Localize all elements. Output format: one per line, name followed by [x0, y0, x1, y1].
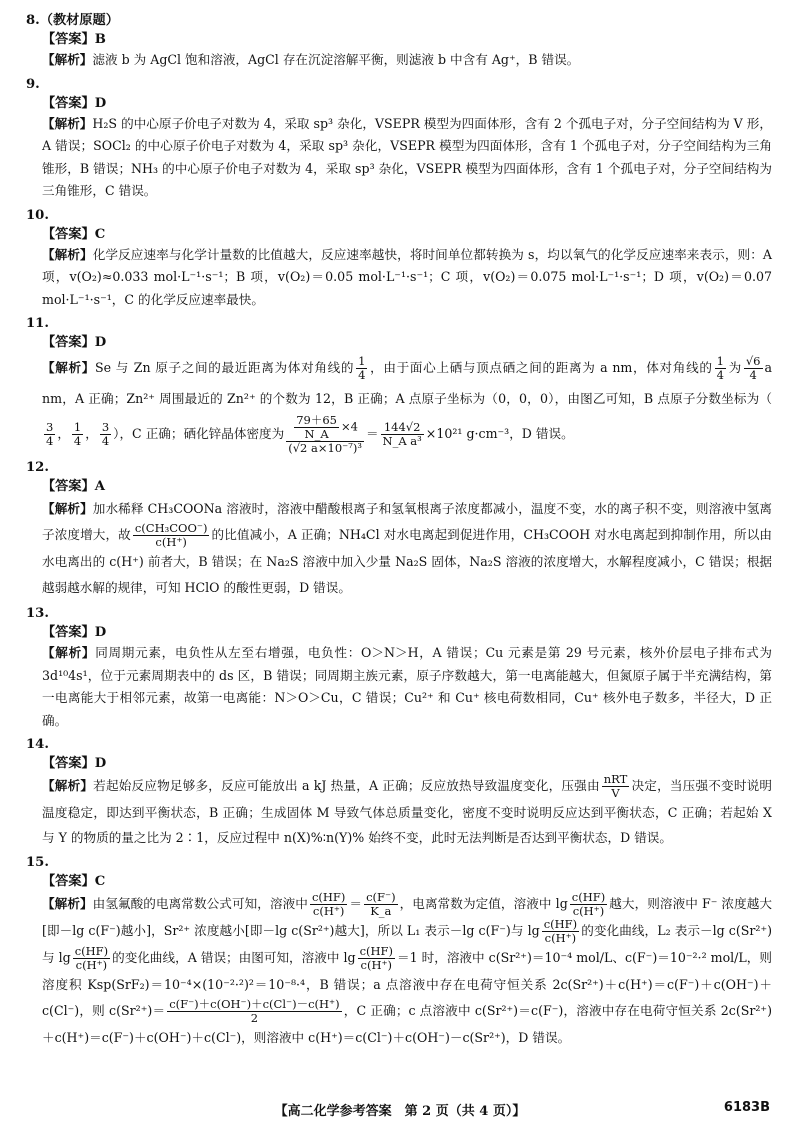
fraction-numerator: 3 [46, 420, 54, 434]
q15-answer [26, 872, 772, 891]
fraction-denominator: 4 [358, 368, 366, 382]
q12-answer [26, 477, 772, 496]
explanation-tag: 【解析】 [42, 778, 94, 793]
comma: ， [57, 426, 70, 441]
fraction-numerator: c(CH₃COO⁻) [134, 521, 208, 535]
answer-tag: 【答案】 [42, 226, 95, 242]
fraction-numerator: c(F⁻)＋c(OH⁻)＋c(Cl⁻)－c(H⁺) [169, 997, 340, 1011]
answer-value: D [94, 756, 107, 771]
explanation-text: ，电离常数为定值，溶液中 lg [399, 896, 568, 911]
explanation-tag: 【解析】 [42, 52, 93, 67]
fraction [542, 918, 579, 945]
fraction-numerator [286, 414, 364, 441]
inner-fraction [294, 414, 339, 441]
answer-tag: 【答案】 [42, 756, 95, 771]
answer-value: D [94, 95, 107, 111]
q10-number: 10. [26, 207, 49, 223]
fraction-denominator: 4 [73, 434, 82, 448]
document-code: 6183B [723, 1100, 770, 1115]
fraction [167, 998, 341, 1025]
q12-number: 12. [26, 460, 49, 475]
comma: ， [85, 426, 98, 441]
fraction [44, 421, 55, 448]
fraction-numerator: 79＋65 [296, 413, 337, 427]
q13-answer [26, 623, 772, 642]
fraction-denominator: 2 [167, 1011, 341, 1025]
q14-explanation [26, 773, 772, 850]
answer-value: D [94, 625, 107, 640]
explanation-tag: 【解析】 [42, 501, 93, 516]
explanation-tag: 【解析】 [42, 360, 96, 375]
q8-answer [26, 30, 772, 49]
page-footer: 【高二化学参考答案 第 2 页（共 4 页）】 [274, 1104, 526, 1119]
fraction-numerator: 144√2 [383, 420, 421, 434]
fraction-numerator: c(HF) [571, 890, 606, 904]
fraction-numerator: 1 [358, 354, 366, 368]
q10-answer [26, 225, 772, 244]
explanation-tag: 【解析】 [42, 246, 93, 262]
answer-tag: 【答案】 [42, 874, 95, 889]
explanation-text: ＝1 时，溶液中 c(Sr²⁺)＝10⁻⁴ mol/L、c(F⁻)＝10⁻²·² mol/L，则溶度积 Ksp(SrF₂)＝10⁻⁴×(10⁻²·²)²＝10⁻⁸·⁴，B 错误；a 点溶液中存在电荷守恒关系 2c(Sr²⁺)＋c(H⁺)＝c(F⁻)＋c(OH⁻)＋c(Cl⁻)，则 c(Sr²⁺)＝ [42, 950, 772, 1018]
fraction [72, 421, 83, 448]
fraction-denominator: c(H⁺) [542, 931, 579, 945]
explanation-text: 同周期元素，电负性从左至右增强，电负性：O＞N＞H，A 错误；Cu 元素是第 29 号元素，核外价层电子排布式为 3d¹⁰4s¹，位于元素周期表中的 ds 区，B 错误；同周期主族元素，原子序数越大，第一电离能越大，但氮原子属于半充满结构，第一电离能大于相邻元素，故第一电离能：N＞O＞Cu，C 错误；Cu²⁺ 和 Cu⁺ 核电荷数相同，Cu⁺ 核外电子数多，半径大，D 正确。 [42, 645, 773, 728]
density-fraction [286, 414, 364, 455]
explanation-text: 若起始反应物足够多，反应可能放出 a kJ 热量，A 正确；反应放热导致温度变化，压强由 [93, 778, 600, 793]
fraction-numerator: nRT [603, 772, 628, 786]
q9-explanation [26, 113, 772, 203]
explanation-text: 越大，则溶液中 F⁻ 浓度越大[即－lg c(F⁻)越小]，Sr²⁺ 浓度越小[即－lg c(Sr²⁺)越大]，所以 L₁ 表示－lg c(F⁻)与 lg [42, 896, 773, 938]
answer-value: D [94, 335, 107, 350]
explanation-text: ，C 正确；c 点溶液中 c(Sr²⁺)＝c(F⁻)，溶液中存在电荷守恒关系 2c(Sr²⁺)＋c(H⁺)＝c(F⁻)＋c(OH⁻)＋c(Cl⁻)，则溶液中 c(H⁺)＝c(Cl⁻)＋c(OH⁻)－c(Sr²⁺)，D 错误。 [42, 1003, 772, 1045]
q14-number: 14. [26, 737, 49, 752]
explanation-tag: 【解析】 [42, 645, 96, 660]
q15-explanation [26, 891, 772, 1051]
answer-tag: 【答案】 [42, 625, 95, 640]
equals: ＝ [349, 896, 363, 911]
fraction-denominator: N_A a³ [382, 434, 422, 448]
answer-tag: 【答案】 [42, 32, 95, 47]
fraction-denominator: c(H⁺) [358, 958, 395, 972]
fraction-denominator: c(H⁺) [570, 904, 607, 918]
fraction-numerator: c(HF) [543, 917, 578, 931]
fraction-denominator: K_a [364, 904, 397, 918]
explanation-text: 加水稀释 CH₃COONa 溶液时，溶液中醋酸根离子和氢氧根离子浓度都减小，温度不变，水的离子积不变，则溶液中氢离子浓度增大，故 [42, 501, 772, 542]
q15-number: 15. [26, 855, 49, 870]
explanation-text: ×10²¹ g·cm⁻³，D 错误。 [425, 426, 574, 441]
fraction-numerator: 1 [716, 354, 724, 368]
explanation-text: 为 [727, 360, 742, 375]
explanation-text: 滤液 b 为 AgCl 饱和溶液，AgCl 存在沉淀溶解平衡，则滤液 b 中含有 Ag⁺，B 错误。 [92, 52, 580, 67]
q10-explanation [26, 244, 772, 312]
explanation-text: 决定，当压强不变时说明温度稳定，即达到平衡状态，B 正确；生成固体 M 导致气体总质量变化，密度不变时说明反应达到平衡状态，C 正确；若起始 X 与 Y 的物质的量之比为 2∶1，反应过程中 n(X)%∶n(Y)% 始终不变，此时无法判断是否达到平衡状态，D 错误。 [42, 778, 773, 845]
fraction [602, 773, 630, 800]
explanation-text: 的比值减小，A 正确；NH₄Cl 对水电离起到促进作用，CH₃COOH 对水电离起到抑制作用，所以由水电离出的 c(H⁺) 前者大，B 错误；在 Na₂S 溶液中加入少量 Na₂S 固体，Na₂S 溶液的浓度增大，水解程度减小，C 错误；根据越弱越水解的规律，可知 HClO 的酸性更弱，D 错误。 [42, 527, 772, 595]
fraction-numerator: √6 [745, 354, 761, 368]
fraction-denominator: 4 [101, 434, 110, 448]
fraction-numerator: c(HF) [359, 944, 393, 958]
fraction-numerator: c(F⁻) [366, 890, 396, 904]
answer-value: C [94, 226, 106, 242]
fraction [364, 891, 397, 918]
q13-explanation [26, 642, 772, 732]
q11-number: 11. [26, 316, 49, 331]
explanation-text: 的变化曲线，L₂ 表示－lg c(Sr²⁺)与 lg [42, 923, 773, 965]
q11-answer [26, 333, 772, 352]
q8-number: 8.（教材原题） [26, 13, 119, 28]
equals: ＝ [365, 426, 379, 441]
fraction [715, 355, 726, 382]
fraction [100, 421, 111, 448]
fraction-denominator: 4 [46, 434, 54, 448]
explanation-tag: 【解析】 [42, 115, 93, 131]
times-four: ×4 [341, 419, 358, 434]
fraction [744, 355, 763, 382]
fraction [356, 355, 367, 382]
fraction [310, 891, 347, 918]
answer-tag: 【答案】 [42, 479, 95, 494]
fraction-denominator: (√2 a×10⁻⁷)³ [288, 441, 362, 455]
fraction-denominator: 4 [716, 368, 724, 382]
fraction [358, 945, 395, 972]
q9-number: 9. [26, 76, 40, 92]
fraction-denominator: V [602, 786, 630, 800]
explanation-text: 的变化曲线，A 错误；由图可知，溶液中 lg [112, 950, 356, 965]
fraction [133, 522, 210, 549]
q9-answer [26, 94, 772, 113]
q13-number: 13. [26, 606, 49, 621]
fraction [570, 891, 607, 918]
explanation-text: 由氢氟酸的电离常数公式可知，溶液中 [92, 896, 308, 911]
explanation-text: Se 与 Zn 原子之间的最近距离为体对角线的 [95, 360, 355, 375]
explanation-text: H₂S 的中心原子价电子对数为 4，采取 sp³ 杂化，VSEPR 模型为四面体形，含有 2 个孤电子对，分子空间结构为 V 形，A 错误；SOCl₂ 的中心原子价电子对数为 4，采取 sp³ 杂化，VSEPR 模型为四面体形，含有 1 个孤电子对，分子空间结构为三角锥形，B 错误；NH₃ 的中心原子价电子对数为 4，采取 sp³ 杂化，VSEPR 模型为四面体形，含有 1 个孤电子对，分子空间结构为三角锥形，C 错误。 [42, 115, 772, 198]
fraction-numerator: c(HF) [74, 944, 109, 958]
fraction-denominator: c(H⁺) [310, 904, 347, 918]
answer-value: C [94, 874, 106, 889]
answer-value: A [94, 479, 105, 494]
fraction-denominator: c(H⁺) [73, 958, 110, 972]
fraction-denominator: c(H⁺) [133, 535, 210, 549]
answer-tag: 【答案】 [42, 95, 95, 111]
fraction-numerator: 3 [101, 420, 110, 434]
fraction [381, 421, 424, 448]
fraction-numerator: c(HF) [311, 890, 346, 904]
q12-explanation [26, 496, 772, 601]
q14-answer [26, 754, 772, 773]
fraction-numerator: 1 [73, 420, 82, 434]
explanation-text: ），C 正确；硒化锌晶体密度为 [113, 426, 285, 441]
answer-tag: 【答案】 [42, 335, 95, 350]
explanation-text: a nm，A 正确；Zn²⁺ 周围最近的 Zn²⁺ 的个数为 12，B 正确；A 点原子坐标为（0，0，0），由图乙可知，B 点原子分数坐标为（ [42, 360, 773, 406]
q11-explanation [26, 352, 772, 455]
fraction [73, 945, 110, 972]
q8-explanation [26, 49, 772, 72]
explanation-text: ，由于面心上硒与顶点硒之间的距离为 a nm，体对角线的 [369, 360, 713, 375]
explanation-tag: 【解析】 [42, 896, 93, 911]
explanation-text: 化学反应速率与化学计量数的比值越大，反应速率越快，将时间单位都转换为 s，均以氧气的化学反应速率来表示，则：A 项，v(O₂)≈0.033 mol·L⁻¹·s⁻¹；B 项，v(O₂)＝0.05 mol·L⁻¹·s⁻¹；C 项，v(O₂)＝0.075 mol·L⁻¹·s⁻¹；D 项，v(O₂)＝0.07 mol·L⁻¹·s⁻¹，C 的化学反应速率最快。 [42, 246, 772, 307]
answer-value: B [94, 32, 106, 47]
fraction-denominator: N_A [294, 427, 339, 441]
fraction-denominator: 4 [744, 368, 763, 382]
